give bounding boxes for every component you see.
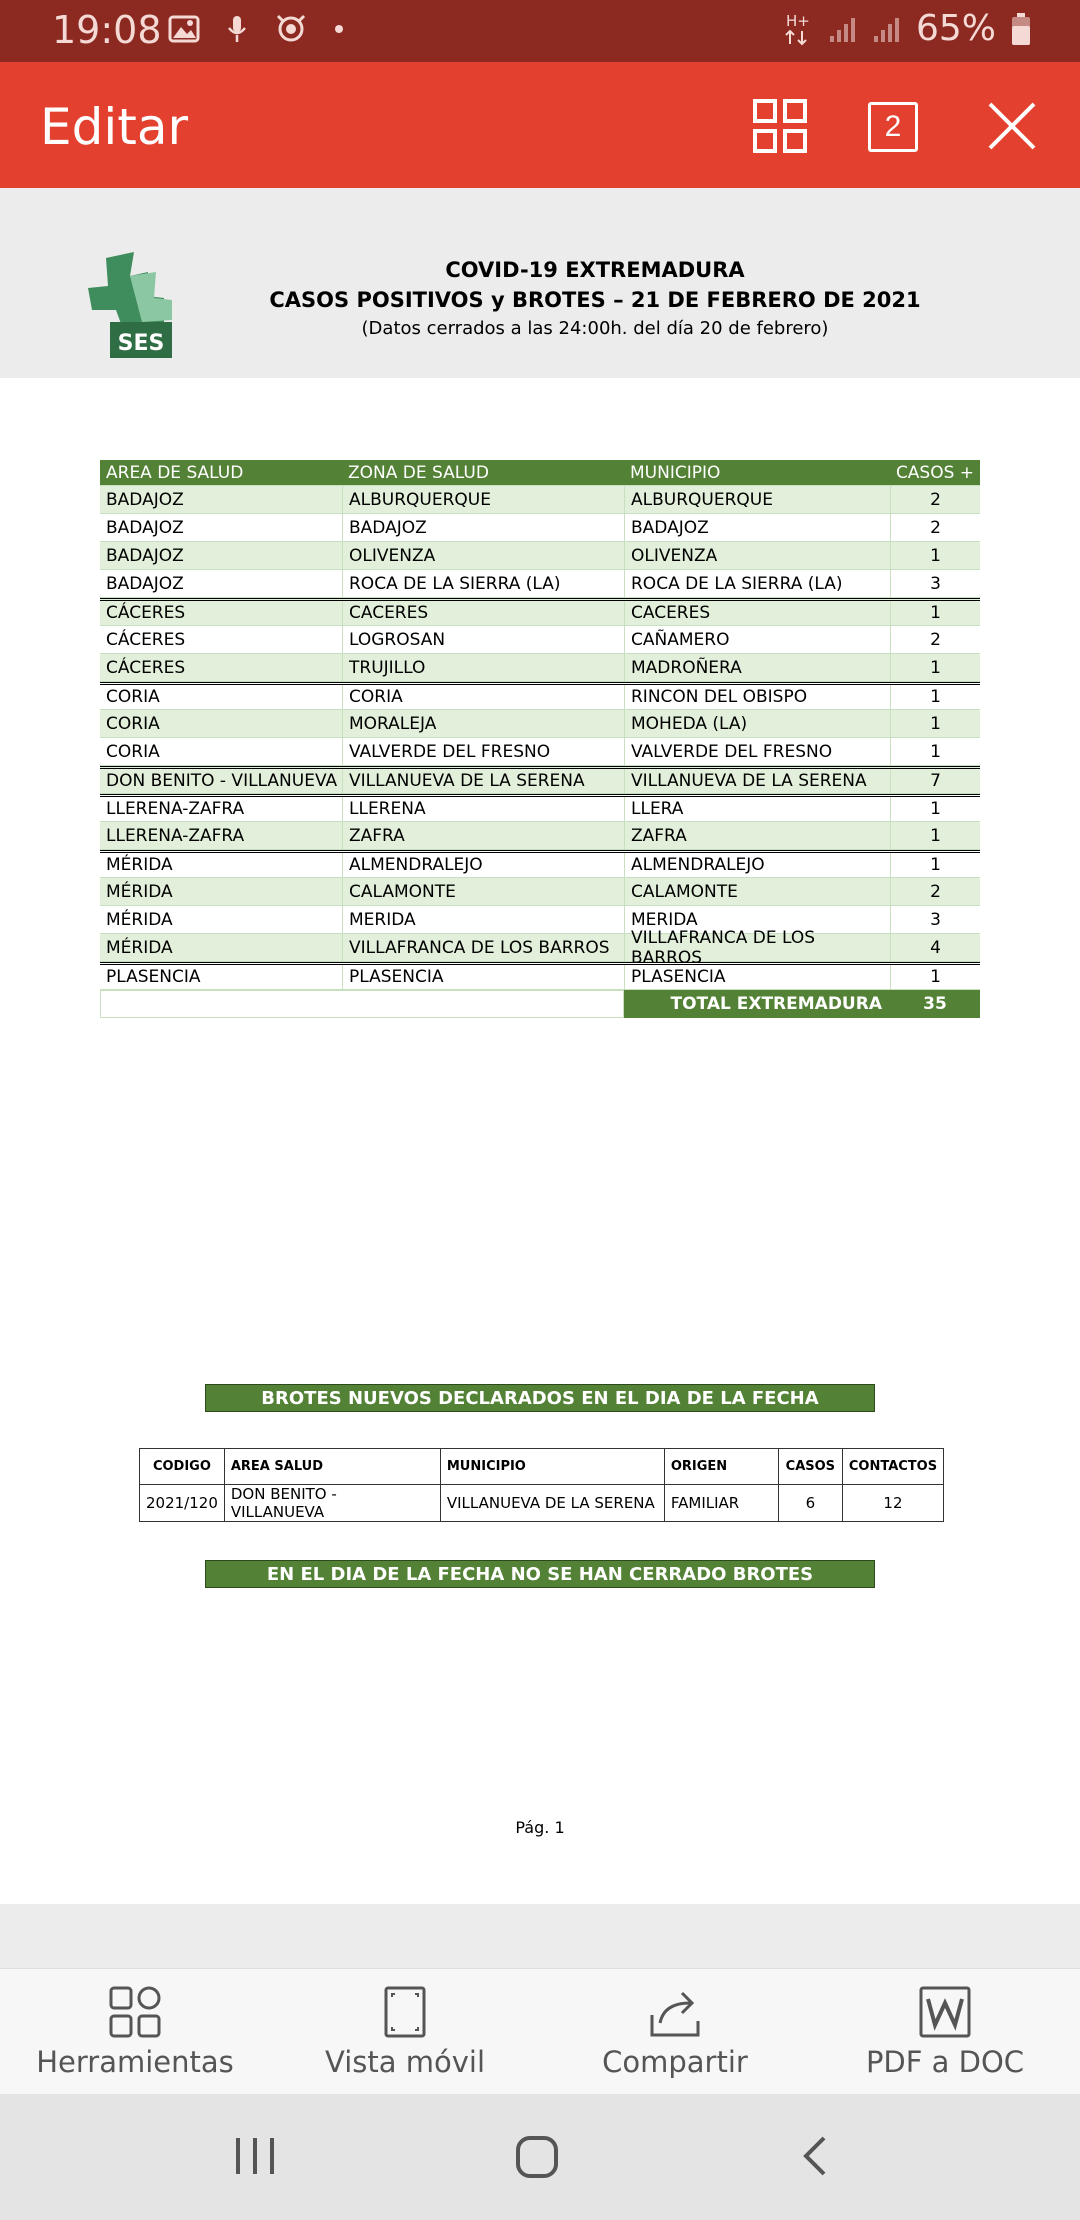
- table-cell: MERIDA: [342, 906, 624, 933]
- table-cell: FAMILIAR: [664, 1485, 778, 1522]
- back-icon: [800, 2134, 830, 2178]
- status-bar: [0, 0, 1080, 62]
- table-cell: CACERES: [624, 601, 890, 625]
- battery-percent: 65%: [915, 8, 996, 49]
- table-cell: ZAFRA: [624, 822, 890, 849]
- table-cell: CORIA: [106, 741, 160, 762]
- table-cell: TRUJILLO: [342, 654, 624, 681]
- table-cell: CÁCERES: [106, 603, 186, 623]
- table-cell: OLIVENZA: [342, 542, 624, 569]
- column-header: CASOS +: [895, 462, 975, 483]
- tools-label: Herramientas: [36, 2045, 234, 2079]
- outbreaks-header-row: [140, 1449, 944, 1485]
- table-cell: 1: [890, 710, 980, 737]
- cases-table: [100, 460, 980, 1018]
- table-cell: 1: [890, 738, 980, 765]
- home-icon: [514, 2134, 560, 2180]
- table-cell: MÉRIDA: [106, 937, 173, 958]
- table-cell: MADROÑERA: [624, 654, 890, 681]
- table-cell: DON BENITO - VILLANUEVA: [224, 1485, 440, 1522]
- table-cell: ROCA DE LA SIERRA (LA): [342, 570, 624, 597]
- table-row: [100, 738, 980, 766]
- table-cell: 1: [890, 601, 980, 625]
- table-cell: 1: [890, 797, 980, 821]
- empty-cell: [100, 990, 624, 1018]
- table-cell: MÉRIDA: [106, 909, 173, 930]
- table-cell: 2: [890, 626, 980, 653]
- table-cell: VILLANUEVA DE LA SERENA: [624, 769, 890, 793]
- table-cell: DON BENITO - VILLANUEVA: [106, 771, 338, 791]
- closed-outbreaks-banner: EN EL DIA DE LA FECHA NO SE HAN CERRADO BROTES: [205, 1560, 875, 1588]
- table-row: [100, 598, 980, 626]
- table-cell: PLASENCIA: [342, 965, 624, 989]
- page-count-button[interactable]: 2: [868, 102, 918, 152]
- table-cell: ALBURQUERQUE: [342, 486, 624, 513]
- pdf-to-doc-button[interactable]: [810, 1985, 1080, 2079]
- table-cell: 2: [890, 486, 980, 513]
- column-header: MUNICIPIO: [630, 462, 721, 483]
- doc-title: COVID-19 EXTREMADURA: [445, 258, 745, 282]
- column-header: MUNICIPIO: [440, 1449, 664, 1485]
- microphone-icon: [226, 14, 248, 44]
- table-row: [100, 654, 980, 682]
- status-time: 19:08: [52, 8, 162, 52]
- table-cell: ROCA DE LA SIERRA (LA): [624, 570, 890, 597]
- table-row: [100, 822, 980, 850]
- pdf-to-doc-label: PDF a DOC: [865, 2045, 1025, 2079]
- table-cell: VALVERDE DEL FRESNO: [342, 738, 624, 765]
- total-value: 35: [890, 990, 980, 1018]
- table-cell: 1: [890, 965, 980, 989]
- share-label: Compartir: [602, 2045, 748, 2079]
- table-cell: 4: [890, 934, 980, 961]
- image-notification-icon: [168, 15, 200, 43]
- table-cell: ALMENDRALEJO: [342, 853, 624, 877]
- table-cell: CORIA: [106, 687, 160, 707]
- new-outbreaks-banner: BROTES NUEVOS DECLARADOS EN EL DIA DE LA FECHA: [205, 1384, 875, 1412]
- column-header: AREA SALUD: [224, 1449, 440, 1485]
- dot-icon: [334, 24, 344, 34]
- mobile-view-button[interactable]: [270, 1985, 540, 2079]
- app-title: Editar: [40, 98, 189, 156]
- signal-icon-1: [828, 14, 858, 44]
- bottom-toolbar: [0, 1968, 1080, 2094]
- table-cell: MERIDA: [624, 906, 890, 933]
- notification-icons: [168, 12, 344, 46]
- table-cell: LLERENA-ZAFRA: [106, 799, 245, 819]
- word-doc-icon: [918, 1985, 972, 2039]
- table-cell: CACERES: [342, 601, 624, 625]
- column-header: AREA DE SALUD: [106, 462, 244, 483]
- table-cell: 1: [890, 654, 980, 681]
- tools-icon: [108, 1985, 162, 2039]
- table-row: [100, 514, 980, 542]
- table-cell: BADAJOZ: [106, 517, 184, 538]
- outbreaks-table: [139, 1448, 944, 1522]
- home-button[interactable]: [514, 2134, 560, 2185]
- table-cell: BADAJOZ: [106, 573, 184, 594]
- table-cell: BADAJOZ: [624, 514, 890, 541]
- table-cell: VILLAFRANCA DE LOS BARROS: [342, 934, 624, 961]
- table-row: [100, 850, 980, 878]
- table-cell: PLASENCIA: [106, 967, 201, 987]
- table-cell: MORALEJA: [342, 710, 624, 737]
- table-cell: 3: [890, 570, 980, 597]
- column-header: ORIGEN: [664, 1449, 778, 1485]
- app-bar: [0, 62, 1080, 188]
- close-button[interactable]: [984, 98, 1040, 154]
- column-header: ZONA DE SALUD: [348, 462, 489, 483]
- recents-icon: [232, 2134, 278, 2178]
- table-cell: ZAFRA: [342, 822, 624, 849]
- table-cell: 2021/120: [140, 1485, 225, 1522]
- grid-icon: [752, 98, 808, 154]
- table-cell: LLERENA-ZAFRA: [106, 825, 245, 846]
- recording-icon: [274, 12, 308, 46]
- table-cell: CAÑAMERO: [624, 626, 890, 653]
- table-row: [100, 927, 980, 968]
- table-cell: PLASENCIA: [624, 965, 890, 989]
- table-cell: CORIA: [342, 685, 624, 709]
- table-cell: MOHEDA (LA): [624, 710, 890, 737]
- table-cell: ALMENDRALEJO: [624, 853, 890, 877]
- svg-text:SES: SES: [117, 331, 165, 356]
- table-cell: CÁCERES: [106, 657, 186, 678]
- table-cell: CALAMONTE: [342, 878, 624, 905]
- column-header: CONTACTOS: [842, 1449, 943, 1485]
- table-cell: VILLAFRANCA DE LOS BARROS: [624, 934, 890, 961]
- table-cell: LLERENA: [342, 797, 624, 821]
- table-cell: BADAJOZ: [342, 514, 624, 541]
- table-cell: MÉRIDA: [106, 855, 173, 875]
- network-type-icon: [784, 11, 814, 47]
- table-cell: 1: [890, 853, 980, 877]
- doc-note: (Datos cerrados a las 24:00h. del día 20 de febrero): [361, 318, 829, 339]
- table-row: [100, 542, 980, 570]
- tools-button[interactable]: [0, 1985, 270, 2079]
- column-header: CODIGO: [140, 1449, 225, 1485]
- table-cell: 1: [890, 542, 980, 569]
- table-cell: OLIVENZA: [624, 542, 890, 569]
- system-nav-bar: [0, 2094, 1080, 2220]
- table-cell: LLERA: [624, 797, 890, 821]
- table-row: [100, 878, 980, 906]
- column-header: CASOS: [778, 1449, 842, 1485]
- signal-icon-2: [872, 14, 902, 44]
- table-cell: 3: [890, 906, 980, 933]
- table-cell: RINCON DEL OBISPO: [624, 685, 890, 709]
- mobile-view-icon: [378, 1985, 432, 2039]
- battery-icon: [1010, 12, 1032, 46]
- table-cell: CORIA: [106, 713, 160, 734]
- table-cell: 12: [842, 1485, 943, 1522]
- share-icon: [648, 1985, 702, 2039]
- recents-button[interactable]: [232, 2134, 278, 2183]
- table-row: [100, 626, 980, 654]
- table-header-row: [100, 460, 980, 486]
- document-viewer[interactable]: [0, 188, 1080, 1968]
- page-number: Pág. 1: [515, 1818, 565, 1837]
- svg-text:H+: H+: [785, 11, 810, 30]
- table-cell: 6: [778, 1485, 842, 1522]
- share-button[interactable]: [540, 1985, 810, 2079]
- table-cell: MÉRIDA: [106, 881, 173, 902]
- total-row: [100, 990, 980, 1018]
- table-row: [100, 710, 980, 738]
- table-cell: VILLANUEVA DE LA SERENA: [342, 769, 624, 793]
- mobile-view-label: Vista móvil: [325, 2045, 485, 2079]
- grid-view-button[interactable]: [752, 98, 808, 154]
- table-row: [100, 682, 980, 710]
- doc-subtitle: CASOS POSITIVOS y BROTES – 21 DE FEBRERO DE 2021: [269, 288, 921, 312]
- table-cell: VALVERDE DEL FRESNO: [624, 738, 890, 765]
- close-icon: [984, 98, 1040, 154]
- table-cell: 1: [890, 822, 980, 849]
- table-cell: 2: [890, 514, 980, 541]
- table-cell: BADAJOZ: [106, 489, 184, 510]
- table-row: [140, 1485, 944, 1522]
- table-cell: ALBURQUERQUE: [624, 486, 890, 513]
- table-cell: VILLANUEVA DE LA SERENA: [440, 1485, 664, 1522]
- table-cell: 2: [890, 878, 980, 905]
- total-label: TOTAL EXTREMADURA: [624, 990, 890, 1018]
- ses-logo: [86, 250, 182, 360]
- table-cell: CÁCERES: [106, 629, 186, 650]
- table-cell: BADAJOZ: [106, 545, 184, 566]
- table-cell: 7: [890, 769, 980, 793]
- table-row: [100, 486, 980, 514]
- table-cell: CALAMONTE: [624, 878, 890, 905]
- table-row: [100, 794, 980, 822]
- table-cell: 1: [890, 685, 980, 709]
- table-cell: LOGROSAN: [342, 626, 624, 653]
- table-row: [100, 766, 980, 794]
- back-button[interactable]: [800, 2134, 830, 2183]
- table-row: [100, 962, 980, 990]
- table-row: [100, 570, 980, 598]
